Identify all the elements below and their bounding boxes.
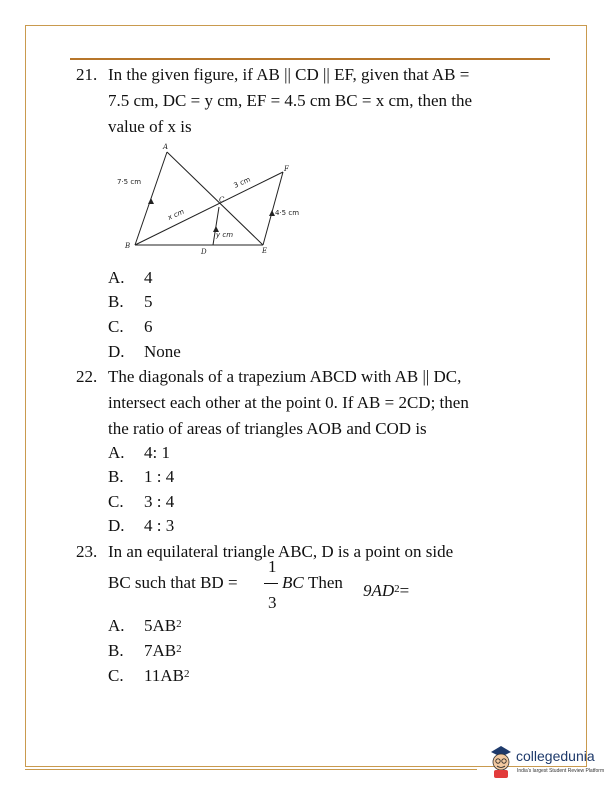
question-line: the ratio of areas of triangles AOB and COD is — [108, 419, 427, 438]
question-line: In the given figure, if AB || CD || EF, given that AB = — [108, 65, 470, 84]
label-dc-length: y cm — [216, 231, 234, 239]
label-e: E — [262, 247, 268, 255]
label-ab-length: 7·5 cm — [117, 178, 142, 186]
logo-name: collegedunia — [516, 748, 595, 764]
label-ef-length: 4·5 cm — [275, 209, 300, 217]
logo-mascot-icon — [487, 744, 515, 780]
option-22-d: D. 4 : 3 — [108, 516, 175, 535]
question-23-line2-rest: BC Then — [282, 573, 343, 592]
option-23-a: A. $5AB^2$ — [108, 616, 182, 635]
question-23-line2: BC such that BD = — [108, 573, 238, 592]
question-23-line1: In an equilateral triangle ABC, D is a point on side — [108, 542, 454, 561]
option-22-c: C. 3 : 4 — [108, 492, 175, 511]
label-f: F — [284, 165, 289, 173]
label-cf-length: 3 cm — [232, 175, 252, 190]
top-rule — [70, 58, 550, 60]
fraction-denominator: 3 — [268, 593, 277, 612]
label-d: D — [201, 248, 207, 256]
question-line: intersect each other at the point 0. If AB = 2CD; then — [108, 393, 469, 412]
question-number: 21. — [76, 65, 98, 84]
label-a: A — [163, 143, 169, 151]
option-22-b: B. 1 : 4 — [108, 467, 175, 486]
option-21-c: C. 6 — [108, 317, 153, 336]
option-21-b: B. 5 — [108, 292, 153, 311]
bottom-rule — [25, 769, 477, 770]
question-line: 7.5 cm, DC = y cm, EF = 4.5 cm BC = x cm, then the — [108, 91, 473, 110]
question-number: 22. — [76, 367, 98, 386]
option-23-b: B. $7AB^2$ — [108, 641, 182, 660]
option-21-d: D. None — [108, 342, 181, 361]
label-bc-length: x cm — [166, 207, 186, 222]
question-23-expression: $9AD^2=$ — [363, 581, 410, 600]
fraction-numerator: 1 — [268, 557, 277, 576]
line-bf — [135, 172, 283, 245]
question-21-text — [108, 62, 548, 140]
triangle-figure — [115, 140, 315, 260]
fraction-bar — [264, 583, 278, 584]
label-b: B — [125, 242, 131, 250]
option-23-c: C. $11AB^2$ — [108, 666, 190, 685]
option-21-a: A. 4 — [108, 268, 153, 287]
question-22-text — [108, 364, 548, 442]
question-number: 23. — [76, 542, 98, 561]
label-c: C — [219, 196, 225, 204]
arrow-ab — [148, 198, 154, 204]
option-22-a: A. 4: 1 — [108, 443, 170, 462]
question-line: The diagonals of a trapezium ABCD with AB || DC, — [108, 367, 462, 386]
question-line: value of x is — [108, 117, 192, 136]
logo-tagline: India's largest Student Review Platform — [517, 768, 605, 774]
